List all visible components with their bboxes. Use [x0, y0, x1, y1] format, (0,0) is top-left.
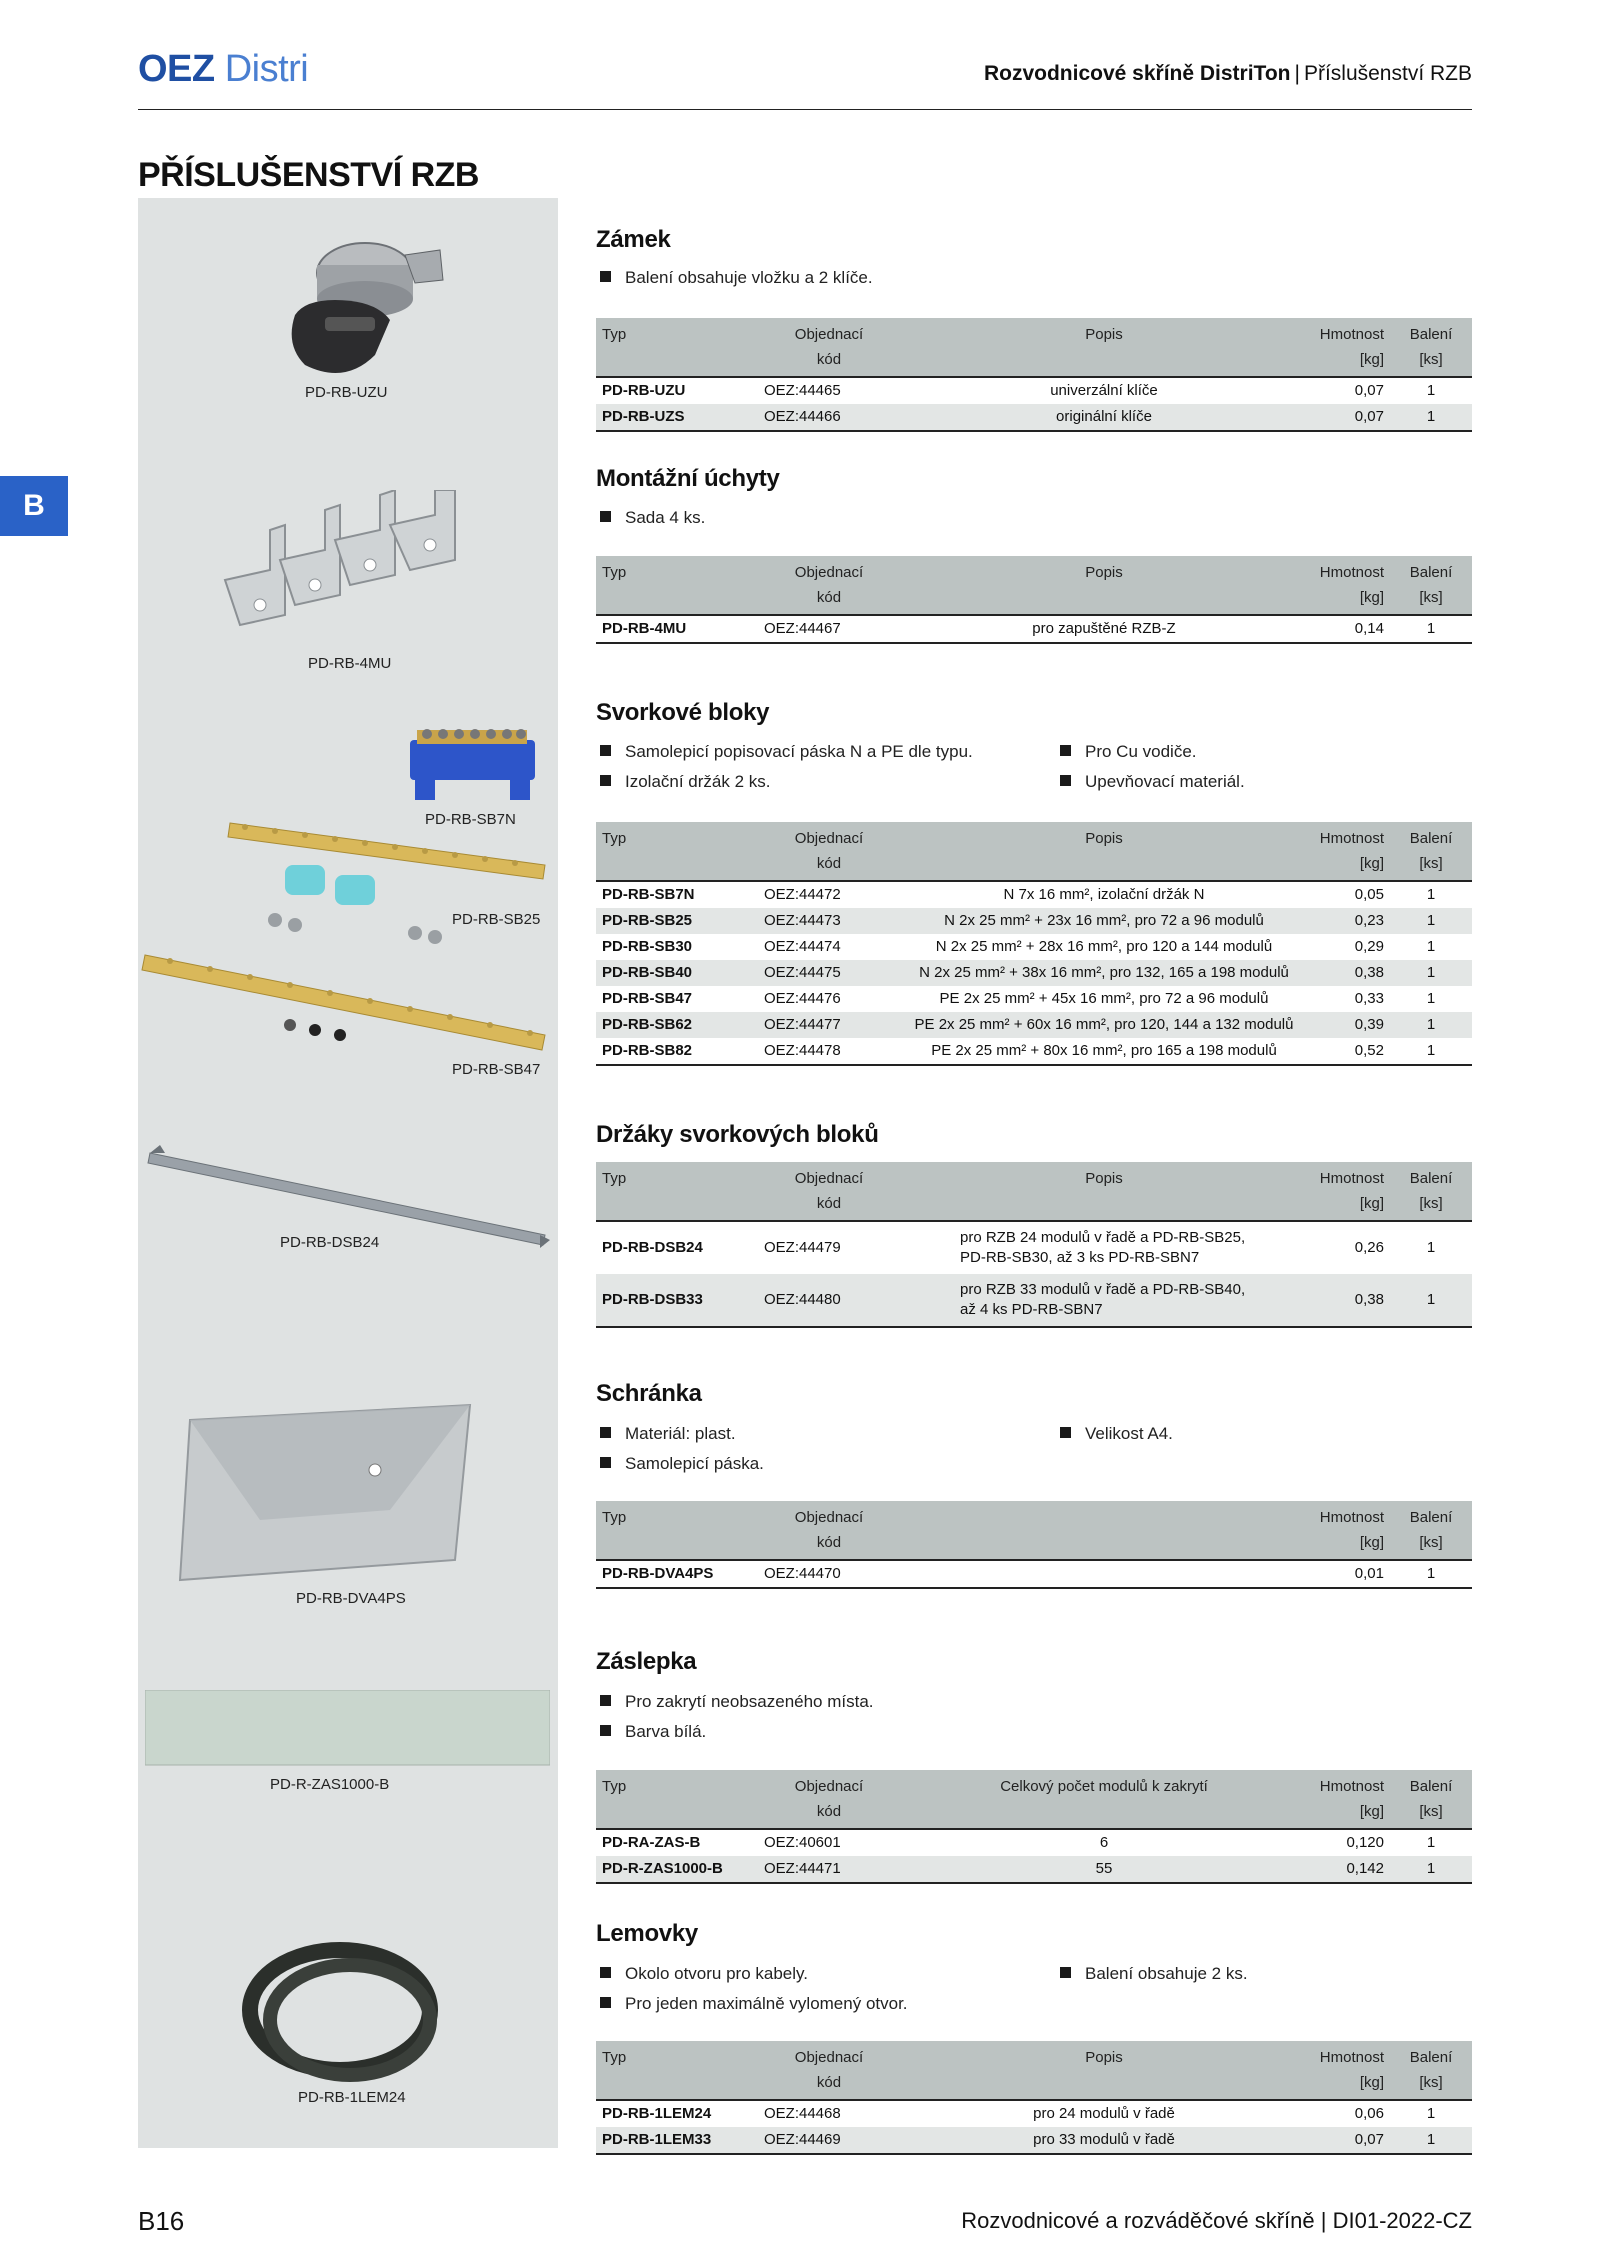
bullet-item: Okolo otvoru pro kabely.	[600, 1964, 808, 1984]
table-cell: OEZ:44468	[764, 2105, 841, 2122]
table-cell: pro 24 modulů v řadě	[1033, 2105, 1175, 2122]
table-cell: 0,142	[1308, 1856, 1390, 1883]
table-header-row	[596, 556, 1472, 615]
table-cell: OEZ:44472	[764, 886, 841, 903]
table-cell: OEZ:44469	[758, 2127, 900, 2154]
table-cell: PD-RB-SB30	[602, 938, 693, 955]
image-label-zas: PD-R-ZAS1000-B	[270, 1776, 390, 1793]
table-cell: OEZ:44465	[764, 382, 841, 399]
table-row	[596, 1274, 1472, 1327]
table-cell: PD-RB-4MU	[602, 620, 687, 637]
table-cell: 6	[1099, 1834, 1109, 1851]
table-cell: 0,07	[1354, 382, 1384, 399]
document-reference	[961, 2208, 1472, 2234]
table-header-cell: Objednací kód	[758, 1501, 900, 1560]
th-baleni: Balení [ks]	[1390, 318, 1472, 377]
chapter-tab: B	[0, 476, 68, 536]
table-header-cell: Objednací kód	[758, 2041, 900, 2100]
table-cell: 1	[1390, 1856, 1472, 1883]
doc-separator: |	[1320, 2208, 1327, 2233]
table-cell: PE 2x 25 mm² + 60x 16 mm², pro 120, 144 a 132 modulů	[900, 1012, 1308, 1038]
table-cell: 0,23	[1308, 908, 1390, 934]
bullet-item: Upevňovací materiál.	[1060, 772, 1245, 792]
table-cell: 0,33	[1354, 990, 1384, 1007]
table-header-cell: Typ	[596, 1501, 758, 1560]
table-cell: PD-RB-SB47	[602, 990, 693, 1007]
table-row	[596, 1856, 1472, 1883]
table-header-cell: Hmotnost [kg]	[1308, 1501, 1390, 1560]
image-label-dva4ps: PD-RB-DVA4PS	[296, 1590, 406, 1607]
table-header-cell: Balení [ks]	[1390, 556, 1472, 615]
table-header-row	[596, 1501, 1472, 1560]
table-header-cell	[900, 1501, 1308, 1560]
table-cell: OEZ:44466	[758, 404, 900, 431]
table-row	[596, 377, 1472, 404]
table-cell: 1	[1390, 1274, 1472, 1327]
table-cell: PE 2x 25 mm² + 45x 16 mm², pro 72 a 96 modulů	[939, 990, 1269, 1007]
table-cell: OEZ:44471	[758, 1856, 900, 1883]
table-cell: PD-RB-1LEM24	[602, 2105, 712, 2122]
table-zaslepka	[596, 1770, 1472, 1884]
section-title-zaslepka: Záslepka	[596, 1648, 697, 1675]
table-header-cell: Typ	[596, 1162, 758, 1221]
table-header-cell: Popis	[900, 1162, 1308, 1221]
page-title: PŘÍSLUŠENSTVÍ RZB	[138, 156, 479, 194]
bullet-item: Velikost A4.	[1060, 1424, 1173, 1444]
table-header-cell: Hmotnost [kg]	[1308, 822, 1390, 881]
bullet-item: Barva bílá.	[600, 1722, 706, 1742]
table-cell: N 2x 25 mm² + 23x 16 mm², pro 72 a 96 modulů	[900, 908, 1308, 934]
table-cell: OEZ:44477	[758, 1012, 900, 1038]
table-header-row	[596, 1162, 1472, 1221]
table-uchyty	[596, 556, 1472, 644]
table-cell: N 7x 16 mm², izolační držák N	[1003, 886, 1205, 903]
table-row	[596, 1012, 1472, 1038]
table-cell	[900, 1560, 1308, 1588]
table-cell: OEZ:44478	[764, 1042, 841, 1059]
table-cell: 0,05	[1354, 886, 1384, 903]
th-hmotnost: Hmotnost [kg]	[1308, 318, 1390, 377]
table-cell: OEZ:44479	[764, 1239, 841, 1256]
blanking-strip-image	[145, 1690, 550, 1770]
section-title-schranka: Schránka	[596, 1380, 702, 1407]
table-cell: OEZ:44475	[758, 960, 900, 986]
table-svorky	[596, 822, 1472, 1066]
bullet-item: Balení obsahuje vložku a 2 klíče.	[600, 268, 873, 288]
table-cell: 0,38	[1308, 960, 1390, 986]
table-cell: 1	[1390, 2127, 1472, 2154]
table-row	[596, 404, 1472, 431]
table-cell: OEZ:44467	[764, 620, 841, 637]
table-zamek	[596, 318, 1472, 432]
table-header-cell: Objednací kód	[758, 1770, 900, 1829]
doc-code: DI01-2022-CZ	[1332, 2208, 1472, 2233]
breadcrumb	[984, 62, 1472, 86]
table-cell: 0,14	[1354, 620, 1384, 637]
table-cell: PD-RB-DSB33	[596, 1274, 758, 1327]
section-title-svorky: Svorkové bloky	[596, 699, 770, 726]
terminal-block-sb7n-image	[405, 720, 540, 805]
table-row	[596, 615, 1472, 643]
table-header-cell: Balení [ks]	[1390, 1162, 1472, 1221]
breadcrumb-main: Rozvodnicové skříně DistriTon	[983, 62, 1291, 85]
header-divider	[138, 109, 1472, 110]
table-cell: 0,120	[1346, 1834, 1384, 1851]
table-cell: OEZ:44473	[758, 908, 900, 934]
table-schranka	[596, 1501, 1472, 1589]
table-cell: OEZ:44476	[764, 990, 841, 1007]
table-cell: pro RZB 24 modulů v řadě a PD-RB-SB25, PD-RB-SB30, až 3 ks PD-RB-SBN7	[960, 1229, 1246, 1266]
table-drzaky	[596, 1162, 1472, 1328]
table-header-cell: Hmotnost [kg]	[1308, 1770, 1390, 1829]
table-header-row	[596, 1770, 1472, 1829]
table-header-cell: Hmotnost [kg]	[1308, 1162, 1390, 1221]
table-header-cell: Typ	[596, 822, 758, 881]
table-lemovky	[596, 2041, 1472, 2155]
table-cell: PD-RA-ZAS-B	[602, 1834, 701, 1851]
section-title-lemovky: Lemovky	[596, 1920, 698, 1947]
document-pocket-image	[170, 1400, 480, 1590]
table-cell: 1	[1426, 620, 1436, 637]
logo-light: Distri	[224, 48, 309, 90]
table-row	[596, 934, 1472, 960]
table-cell: univerzální klíče	[1050, 382, 1158, 399]
image-label-sb7n: PD-RB-SB7N	[425, 811, 516, 828]
table-cell: 1	[1426, 1042, 1436, 1059]
table-header-row	[596, 318, 1472, 377]
table-cell: 1	[1390, 960, 1472, 986]
table-header-cell: Objednací kód	[758, 1162, 900, 1221]
table-cell: 0,38	[1308, 1274, 1390, 1327]
table-header-cell: Balení [ks]	[1390, 1770, 1472, 1829]
table-row	[596, 1829, 1472, 1856]
bullet-item: Izolační držák 2 ks.	[600, 772, 771, 792]
table-row	[596, 1221, 1472, 1274]
image-label-sb47: PD-RB-SB47	[452, 1061, 541, 1078]
logo-bold: OEZ	[138, 48, 215, 90]
table-row	[596, 2100, 1472, 2127]
table-cell: originální klíče	[900, 404, 1308, 431]
table-cell: N 2x 25 mm² + 38x 16 mm², pro 132, 165 a 198 modulů	[900, 960, 1308, 986]
table-cell: PD-RB-SB62	[596, 1012, 758, 1038]
table-cell: 1	[1426, 382, 1436, 399]
table-cell: PD-RB-DSB24	[602, 1239, 703, 1256]
table-header-cell: Popis	[900, 822, 1308, 881]
table-cell: 0,06	[1354, 2105, 1384, 2122]
table-header-cell: Objednací kód	[758, 822, 900, 881]
mounting-brackets-image	[220, 490, 480, 640]
table-header-cell: Objednací kód	[758, 556, 900, 615]
table-row	[596, 1038, 1472, 1065]
table-cell: PD-RB-1LEM33	[596, 2127, 758, 2154]
table-cell: PD-RB-SB7N	[602, 886, 695, 903]
table-cell: 0,07	[1308, 404, 1390, 431]
table-cell: PD-R-ZAS1000-B	[596, 1856, 758, 1883]
table-row	[596, 960, 1472, 986]
table-cell: 1	[1390, 404, 1472, 431]
bullet-item: Pro zakrytí neobsazeného místa.	[600, 1692, 874, 1712]
table-cell: OEZ:44470	[764, 1565, 841, 1582]
table-cell: 0,29	[1354, 938, 1384, 955]
section-title-zamek: Zámek	[596, 226, 671, 253]
th-typ: Typ	[596, 318, 758, 377]
table-cell: N 2x 25 mm² + 28x 16 mm², pro 120 a 144 modulů	[935, 938, 1273, 955]
brand-logo	[138, 48, 308, 91]
table-header-cell: Balení [ks]	[1390, 1501, 1472, 1560]
table-row	[596, 986, 1472, 1012]
table-cell: pro zapuštěné RZB-Z	[1032, 620, 1176, 637]
th-kod: Objednací kód	[758, 318, 900, 377]
table-cell: 0,52	[1354, 1042, 1384, 1059]
table-cell: OEZ:44480	[758, 1274, 900, 1327]
image-label-4mu: PD-RB-4MU	[308, 655, 392, 672]
table-header-cell: Hmotnost [kg]	[1308, 2041, 1390, 2100]
breadcrumb-sub: Příslušenství RZB	[1303, 62, 1472, 85]
page-number: B16	[138, 2206, 185, 2236]
table-cell: 1	[1426, 1834, 1436, 1851]
table-cell: 1	[1426, 938, 1436, 955]
table-header-row	[596, 2041, 1472, 2100]
table-row	[596, 2127, 1472, 2154]
breadcrumb-separator: |	[1294, 62, 1300, 85]
table-cell: 0,07	[1308, 2127, 1390, 2154]
table-cell: PD-RB-DVA4PS	[602, 1565, 714, 1582]
table-cell: PD-RB-UZS	[596, 404, 758, 431]
table-cell: pro 33 modulů v řadě	[900, 2127, 1308, 2154]
bullet-item: Samolepicí popisovací páska N a PE dle typu.	[600, 742, 973, 762]
table-header-cell: Typ	[596, 2041, 758, 2100]
table-header-cell: Hmotnost [kg]	[1308, 556, 1390, 615]
table-cell: 55	[900, 1856, 1308, 1883]
section-title-uchyty: Montážní úchyty	[596, 465, 780, 492]
table-header-row	[596, 822, 1472, 881]
table-cell: PD-RB-SB82	[602, 1042, 693, 1059]
table-cell: 0,26	[1354, 1239, 1384, 1256]
image-label-dsb24: PD-RB-DSB24	[280, 1234, 380, 1251]
bullet-item: Samolepicí páska.	[600, 1454, 764, 1474]
bullet-item: Pro jeden maximálně vylomený otvor.	[600, 1994, 908, 2014]
image-label-sb25: PD-RB-SB25	[452, 911, 541, 928]
table-cell: 1	[1426, 1239, 1436, 1256]
table-cell: 1	[1390, 1012, 1472, 1038]
table-header-cell: Typ	[596, 1770, 758, 1829]
lock-product-image	[265, 225, 455, 385]
section-title-drzaky: Držáky svorkových bloků	[596, 1121, 879, 1148]
edge-grommet-image	[235, 1930, 455, 2100]
table-header-cell: Balení [ks]	[1390, 822, 1472, 881]
table-cell: pro RZB 33 modulů v řadě a PD-RB-SB40, až 4 ks PD-RB-SBN7	[900, 1274, 1308, 1327]
table-header-cell: Popis	[900, 556, 1308, 615]
table-row	[596, 908, 1472, 934]
bullet-item: Pro Cu vodiče.	[1060, 742, 1197, 762]
bullet-item: Balení obsahuje 2 ks.	[1060, 1964, 1248, 1984]
table-header-cell: Popis	[900, 2041, 1308, 2100]
table-cell: OEZ:44474	[764, 938, 841, 955]
table-cell: 1	[1426, 990, 1436, 1007]
terminal-bar-sb47-image	[140, 950, 550, 1060]
table-cell: OEZ:40601	[764, 1834, 841, 1851]
table-cell: 0,39	[1308, 1012, 1390, 1038]
bullet-item: Sada 4 ks.	[600, 508, 705, 528]
table-row	[596, 881, 1472, 908]
table-cell: 0,01	[1354, 1565, 1384, 1582]
table-cell: PE 2x 25 mm² + 80x 16 mm², pro 165 a 198 modulů	[931, 1042, 1277, 1059]
table-cell: 1	[1426, 2105, 1436, 2122]
bullet-item: Materiál: plast.	[600, 1424, 736, 1444]
table-cell: 1	[1426, 1565, 1436, 1582]
table-cell: 1	[1426, 886, 1436, 903]
table-cell: PD-RB-SB25	[596, 908, 758, 934]
table-row	[596, 1560, 1472, 1588]
table-cell: PD-RB-SB40	[596, 960, 758, 986]
table-header-cell: Balení [ks]	[1390, 2041, 1472, 2100]
table-cell: 1	[1390, 908, 1472, 934]
doc-title: Rozvodnicové a rozváděčové skříně	[961, 2208, 1315, 2233]
image-label-uzu: PD-RB-UZU	[305, 384, 388, 401]
image-label-lem: PD-RB-1LEM24	[298, 2089, 406, 2106]
th-popis: Popis	[900, 318, 1308, 377]
table-header-cell: Celkový počet modulů k zakrytí	[900, 1770, 1308, 1829]
table-header-cell: Typ	[596, 556, 758, 615]
table-cell: PD-RB-UZU	[602, 382, 686, 399]
